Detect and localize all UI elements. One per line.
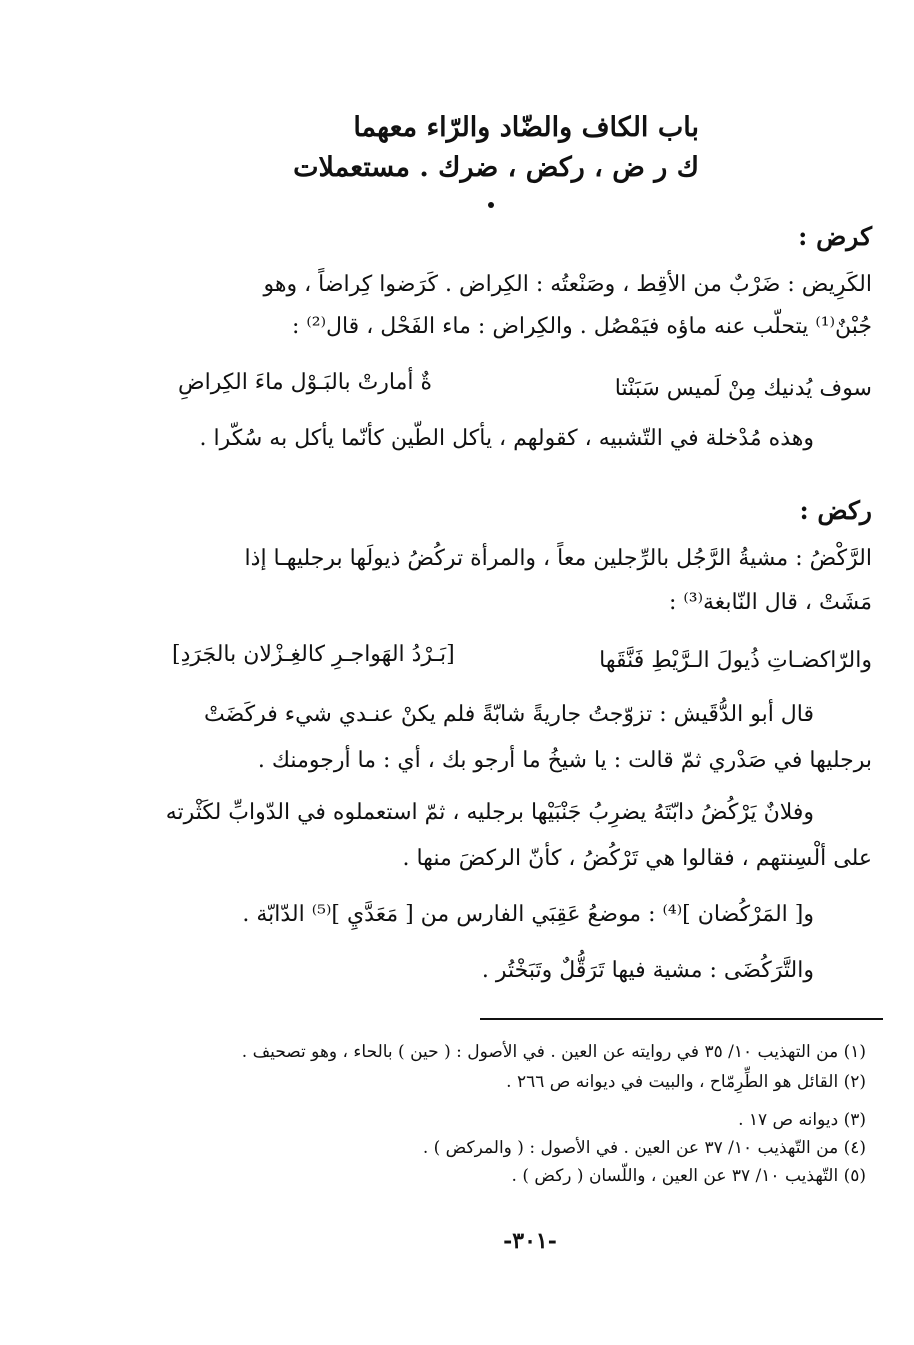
footnote: (٢) القائل هو الطِّرِمّاح ، والبيت في ديوانه ص ٢٦٦ . (506, 1072, 866, 1092)
footnote: (٤) من التّهذيب ١٠/ ٣٧ عن العين . في الأصول : ( والمركض ) . (422, 1138, 866, 1158)
paragraph-line: مَشَتْ ، قال النّابغة⁽³⁾ : (668, 590, 872, 615)
footnote: (٣) ديوانه ص ١٧ . (738, 1110, 866, 1130)
paragraph-line: جُبْنٌ⁽¹⁾ يتحلّب عنه ماؤه فيَمْصُل . والكِراض : ماء الفَحْل ، قال⁽²⁾ : (291, 314, 872, 339)
paragraph-line: برجليها في صَدْري ثمّ قالت : يا شيخُ ما أرجو بك ، أي : ما أرجومنك . (257, 748, 872, 773)
verse-second-hemistich: [بَـرْدُ الهَواجـرِ كالغِـزْلان بالجَرَدِ] (172, 642, 455, 667)
paragraph-line: و[ المَرْكُضان ]⁽⁴⁾ : موضعُ عَقِبَي الفارس من [ مَعَدَّيِ ]⁽⁵⁾ الدّابّة . (242, 902, 814, 927)
paragraph-line: الكَرِيض : ضَرْبٌ من الأقِط ، وصَنْعتُه : الكِراض . كَرَضوا كِراضاً ، وهو (263, 272, 872, 297)
paragraph-line: الرَّكْضُ : مشيةُ الرَّجُل بالرِّجلين معاً ، والمرأة تركُضُ ذيولَها برجليهـا إذا (244, 546, 872, 571)
verse-second-hemistich: ةٌ أمارتْ بالبَـوْل ماءَ الكِراضِ (178, 370, 433, 395)
footnote: (١) من التهذيب ١٠/ ٣٥ في روايته عن العين . في الأصول : ( حين ) بالحاء ، وهو تصحيف . (241, 1042, 866, 1062)
verse-first-hemistich: والرّاكضـاتِ ذُيولَ الـرَّيْطِ فَنَّقَها (599, 648, 872, 673)
paragraph-line: وفلانٌ يَرْكُضُ دابّتَهُ يضرِبُ جَنْبَيْها برجليه ، ثمّ استعملوه في الدّوابِّ لكَثْرته (165, 800, 814, 825)
paragraph-line: والتَّرَكُضَى : مشية فيها تَرَقُّلٌ وتَبَخْتُر . (481, 958, 814, 983)
section-heading-rakad: ركض : (799, 496, 872, 525)
section-heading-karad: كرض : (798, 222, 872, 251)
footnote: (٥) التّهذيب ١٠/ ٣٧ عن العين ، واللّسان ( ركض ) . (511, 1166, 866, 1186)
paragraph-line: قال أبو الدُّقَيش : تزوّجتُ جاريةً شابّةً فلم يكنْ عنـدي شيء فركَضَتْ (203, 702, 814, 727)
page-number: -٣٠١- (503, 1228, 557, 1254)
paragraph-line: وهذه مُدْخلة في التّشبيه ، كقولهم ، يأكل الطّين كأنّما يأكل به سُكّرا . (199, 426, 814, 451)
chapter-subtitle: ك ر ض ، ركض ، ضرك . مستعملات (293, 152, 699, 183)
ornament-dot (488, 202, 494, 208)
footnote-separator (480, 1018, 883, 1020)
chapter-title: باب الكاف والضّاد والرّاء معهما (353, 112, 699, 143)
verse-first-hemistich: سوف يُدنيك مِنْ لَميس سَبَنْتا (614, 376, 872, 401)
paragraph-line: على ألْسِنتهم ، فقالوا هي تَرْكُضُ ، كأنّ الركضَ منها . (402, 846, 872, 871)
